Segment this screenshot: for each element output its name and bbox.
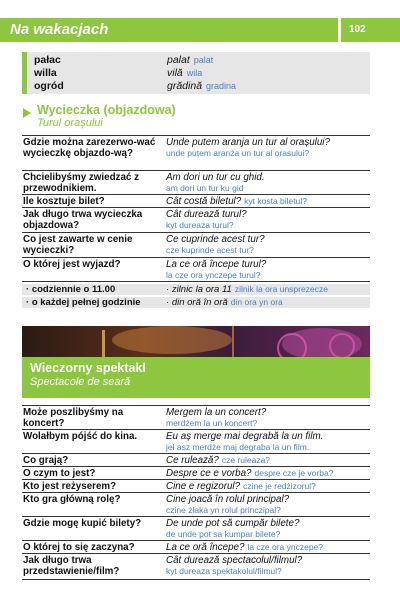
phrase-row [22,257,370,282]
phrase-romanian: De unde pot să cumpăr bilete? de unde pot sa kumpar bilete? [166,518,370,539]
vocab-romanian: grădină gradina [167,80,237,92]
vocab-row [34,80,364,93]
phrase-phonetic: czine żłaka yn rolul princzipal? [166,505,281,515]
phrase-row [22,479,370,492]
phrase-romanian: Cât durează spectacolul/filmul? kyt dureaza spektakolul/filmul? [166,555,370,576]
phrase-row [22,453,370,466]
phrase-romanian: Cât durează turul? kyt dureaza turul? [166,209,370,230]
vocab-romanian: vilă wila [167,67,203,79]
phrase-romanian: Eu aș merge mai degrabă la un film. jeł asz merdże maj degraba la un film. [166,431,370,452]
phrase-polish: Wolałbym pójść do kina. [23,431,138,442]
phrase-row [22,466,370,479]
phrase-phonetic: czine je redżizorul? [243,481,316,491]
time-option-row [22,284,370,295]
phrase-romanian: La ce oră începe? la cze ora ynczepe? [166,542,324,553]
phrase-phonetic: jeł asz merdże maj degraba la un film. [166,442,310,452]
phrase-romanian: La ce oră începe turul? la cze ora ynczepe turul? [166,259,370,280]
phrase-row [22,540,370,553]
phrase-row [22,207,370,232]
phrase-row [22,429,370,453]
phrase-polish: Jak długo trwa wycieczka objazdowa? [23,209,143,231]
phrase-phonetic: cze kuprinde acest tur? [166,245,254,255]
vocab-phonetic: wila [186,68,203,78]
phrase-phonetic: de unde pot sa kumpar bilete? [166,529,281,539]
phrase-phonetic: am dori un tur ku gid [166,183,244,193]
vocab-row [34,54,364,67]
vocab-phonetic: palat [193,55,214,65]
phrase-phonetic: la cze ora ynczepe? [247,542,324,552]
time-phonetic: din ora yn ora [230,297,283,307]
phrase-phonetic: cze ruleaza? [221,455,271,465]
phrase-row [22,492,370,516]
phrase-romanian: Ce cuprinde acest tur? cze kuprinde acest tur? [166,234,370,255]
section-subtitle: Spectacole de seară [30,376,131,388]
phrase-romanian: Mergem la un concert? merdżem la un koncert? [166,407,370,428]
phrase-phonetic: kyt kosta biletul? [244,196,307,206]
phrase-phonetic: la cze ora ynczepe turul? [166,270,261,280]
time-romanian: · din oră în oră din ora yn ora [166,297,283,308]
phrase-romanian: Unde putem aranja un tur al orașului? unde putem aranża un tur al orasului? [166,137,370,158]
phrase-romanian: Cât costă biletul? kyt kosta biletul? [166,196,307,207]
page-number: 102 [349,24,366,35]
phrase-romanian: Cine joacă în rolul principal? czine żłaka yn rolul princzipal? [166,494,370,515]
phrase-phonetic: kyt dureaza turul? [166,220,234,230]
vocab-row [34,67,364,80]
phrase-row [22,405,370,429]
phrase-row [22,553,370,580]
phrase-row [22,194,370,207]
section-title: Wycieczka (objazdowa) [37,103,176,117]
phrase-polish: Co jest zawarte w cenie wycieczki? [23,234,133,256]
section-subtitle: Turul orașului [37,117,103,129]
phrase-polish: Kto jest reżyserem? [23,481,117,492]
phrase-polish: Jak długo trwa przedstawienie/film? [23,555,120,577]
phrase-polish: Kto gra główną rolę? [23,494,121,505]
phrase-phonetic: unde putem aranża un tur al orasului? [166,148,310,158]
phrase-phonetic: despre cze je vorba? [254,468,334,478]
phrase-romanian: Am dori un tur cu ghid. am dori un tur ku gid [166,172,370,193]
phrase-polish: O której to się zaczyna? [23,542,135,553]
vocabulary-accent-stripe [22,52,27,94]
vocab-polish: pałac [34,54,61,66]
time-polish: · codziennie o 11.00 [26,284,116,295]
phrase-polish: Chcielibyśmy zwiedzać z przewodnikiem. [23,172,139,194]
time-polish: · o każdej pełnej godzinie [26,297,141,308]
phrase-romanian: Cine e regizorul? czine je redżizorul? [166,481,316,492]
phrase-row [22,135,370,170]
phrase-polish: Może poszlibyśmy na koncert? [23,407,124,429]
vocab-phonetic: gradina [206,81,237,91]
phrase-polish: O czym to jest? [23,468,96,479]
time-option-row [22,297,370,308]
section-arrow-icon [23,108,31,118]
section-title: Wieczorny spektakl [30,361,146,375]
phrase-polish: O której jest wyjazd? [23,259,121,270]
phrase-row [22,516,370,540]
phrase-phonetic: kyt dureaza spektakolul/filmul? [166,566,282,576]
page-title: Na wakacjach [10,21,109,38]
phrase-polish: Ile kosztuje bilet? [23,196,105,207]
phrase-row [22,170,370,194]
phrase-romanian: Ce rulează? cze ruleaza? [166,455,271,466]
phrase-polish: Co grają? [23,455,69,466]
phrase-row [22,232,370,257]
time-romanian: · zilnic la ora 11 zilnik la ora unsprezecze [166,284,328,295]
vocab-polish: willa [34,67,57,79]
phrase-romanian: Despre ce e vorba? despre cze je vorba? [166,468,334,479]
time-phonetic: zilnik la ora unsprezecze [234,284,328,294]
phrase-phonetic: merdżem la un koncert? [166,418,258,428]
phrase-polish: Gdzie można zarezerwo-wać wycieczkę objazdo-wą? [23,137,156,159]
vocab-romanian: palat palat [167,54,214,66]
phrase-polish: Gdzie mogę kupić bilety? [23,518,142,529]
vocab-polish: ogród [34,80,64,92]
